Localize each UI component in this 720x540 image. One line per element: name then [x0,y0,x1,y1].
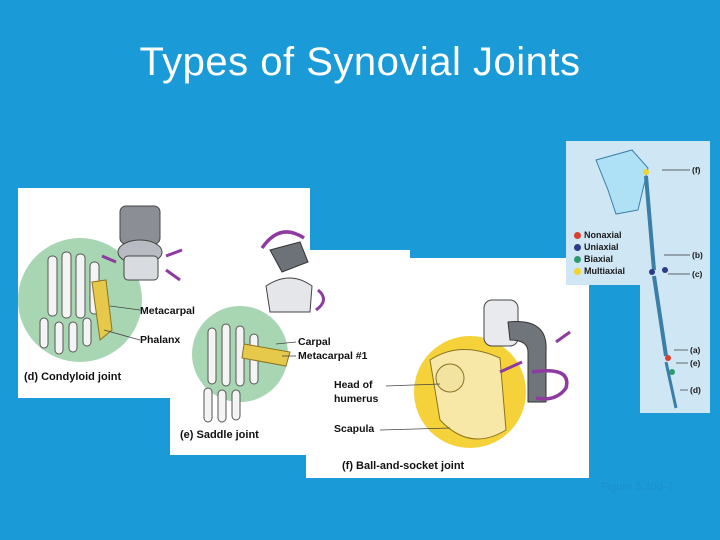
condyloid-arrow-down [166,270,180,280]
key-item-nonaxial: Nonaxial [574,230,622,240]
saddle-arrow-bottom [316,290,324,310]
key-dot-elbow [649,269,655,275]
key-dot-shoulder [643,169,649,175]
tag-c: (c) [692,269,703,279]
key-item-multiaxial: Multiaxial [574,266,625,276]
key-item-uniaxial: Uniaxial [574,242,619,252]
label-metacarpal-1: Metacarpal #1 [298,350,368,362]
ball-socket-arrow-top [556,332,570,342]
key-dot-wrist [665,355,671,361]
skeleton-forearm [654,276,666,356]
key-dot-elbow-2 [662,267,668,273]
tag-f: (f) [692,165,701,175]
slide-title: Types of Synovial Joints [139,40,581,84]
condyloid-model-bottom [124,256,158,280]
figure-reference: Figure 5.30d–f [601,481,672,493]
skeleton-shoulder [596,150,648,214]
multiaxial-dot-icon [574,268,581,275]
key-item-biaxial: Biaxial [574,254,613,264]
label-phalanx: Phalanx [140,334,181,346]
key-dot-hand [669,369,675,375]
tag-a: (a) [690,345,701,355]
tag-b: (b) [692,250,703,260]
saddle-model-top [270,242,308,272]
label-humerus: humerus [334,393,379,405]
tag-d: (d) [690,385,701,395]
uniaxial-dot-icon [574,244,581,251]
skeleton-humerus [646,176,654,270]
saddle-model-bottom [266,278,312,312]
label-scapula: Scapula [334,423,375,435]
caption-condyloid: (d) Condyloid joint [24,371,122,383]
skeleton-hand [666,362,676,408]
condyloid-arrow-right [166,250,182,256]
biaxial-dot-icon [574,256,581,263]
label-metacarpal: Metacarpal [140,305,195,317]
caption-ball-and-socket: (f) Ball-and-socket joint [342,460,465,472]
humerus-head [436,364,464,392]
nonaxial-dot-icon [574,232,581,239]
condyloid-model-top [120,206,160,244]
label-carpal: Carpal [298,336,331,348]
tag-e: (e) [690,358,701,368]
label-head-of: Head of [334,379,373,391]
caption-saddle: (e) Saddle joint [180,429,259,441]
